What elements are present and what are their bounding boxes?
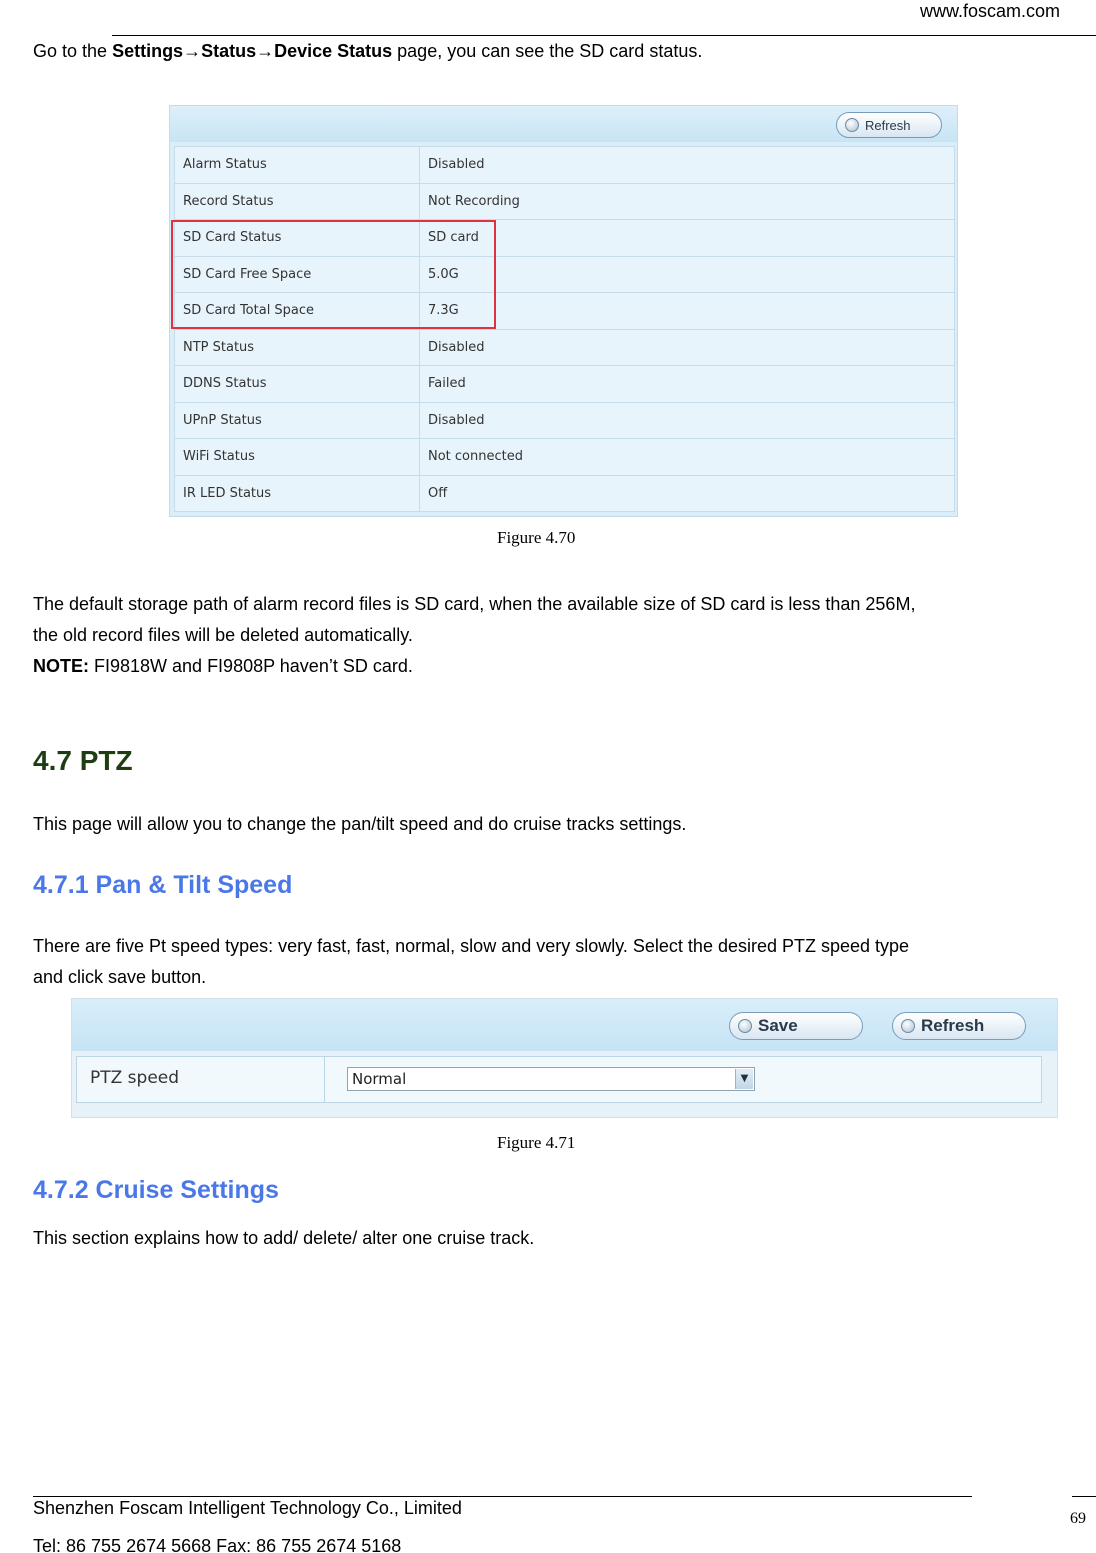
status-toolbar [170, 106, 957, 142]
table-row [175, 329, 955, 366]
page-number: 69 [1070, 1510, 1086, 1527]
refresh-label: Refresh [865, 117, 911, 133]
status-value: 7.3G [420, 293, 955, 330]
save-button[interactable] [729, 1012, 863, 1040]
status-key: SD Card Free Space [175, 256, 420, 293]
status-key: DDNS Status [175, 366, 420, 403]
header-url: www.foscam.com [919, 1, 1060, 21]
table-row [175, 402, 955, 439]
status-value: Failed [420, 366, 955, 403]
status-key: SD Card Total Space [175, 293, 420, 330]
status-key: WiFi Status [175, 439, 420, 476]
sd-card-highlight-box [171, 220, 496, 329]
path-status: Status [201, 41, 257, 61]
status-key: SD Card Status [175, 220, 420, 257]
header-divider [12, 35, 1096, 36]
note-label: NOTE: [33, 656, 89, 676]
footer-contact: Tel: 86 755 2674 5668 Fax: 86 755 2674 5168 [33, 1536, 402, 1553]
figure-caption: Figure 4.70 [497, 528, 576, 547]
refresh-icon [845, 118, 859, 132]
ptz-toolbar [72, 999, 1057, 1051]
note-text: FI9818W and FI9808P haven’t SD card. [89, 656, 413, 676]
save-label: Save [758, 1016, 798, 1035]
ptz-speed-row [76, 1056, 1042, 1103]
ptz-intro: This page will allow you to change the pan/tilt speed and do cruise tracks settings. [33, 814, 687, 834]
arrow-icon: → [183, 41, 202, 61]
status-value: Disabled [420, 147, 955, 184]
ptz-speed-select[interactable] [347, 1067, 755, 1091]
cruise-intro: This section explains how to add/ delete/ alter one cruise track. [33, 1228, 535, 1248]
status-value: Not connected [420, 439, 955, 476]
pan-tilt-line-1: There are five Pt speed types: very fast, fast, normal, slow and very slowly. Select the desired PTZ speed type [33, 936, 910, 956]
refresh-icon [901, 1019, 915, 1033]
refresh-label: Refresh [921, 1016, 985, 1035]
status-value: Off [420, 475, 955, 512]
refresh-button[interactable] [836, 112, 942, 138]
status-value: Disabled [420, 329, 955, 366]
status-key: IR LED Status [175, 475, 420, 512]
storage-line-1: The default storage path of alarm record files is SD card, when the available size of SD card is less than 256M, [33, 594, 916, 614]
section-heading-cruise: 4.7.2 Cruise Settings [33, 1176, 279, 1204]
save-icon [738, 1019, 752, 1033]
refresh-button[interactable] [892, 1012, 1026, 1040]
ptz-speed-panel [71, 998, 1058, 1118]
table-row [175, 183, 955, 220]
storage-line-2: the old record files will be deleted automatically. [33, 625, 413, 645]
ptz-speed-value: Normal [352, 1070, 407, 1088]
status-key: Record Status [175, 183, 420, 220]
table-row [175, 366, 955, 403]
table-row [175, 439, 955, 476]
intro-suffix: page, you can see the SD card status. [392, 41, 703, 61]
section-heading-ptz: 4.7 PTZ [33, 745, 133, 776]
chevron-down-icon[interactable]: ▼ [735, 1069, 753, 1089]
status-key: Alarm Status [175, 147, 420, 184]
figure-caption: Figure 4.71 [497, 1133, 576, 1152]
status-value: Disabled [420, 402, 955, 439]
status-value: 5.0G [420, 256, 955, 293]
path-device-status: Device Status [274, 41, 393, 61]
status-value: Not Recording [420, 183, 955, 220]
status-key: NTP Status [175, 329, 420, 366]
table-row [175, 475, 955, 512]
status-table [174, 146, 955, 512]
note-paragraph [33, 655, 413, 677]
table-row [175, 147, 955, 184]
pan-tilt-line-2: and click save button. [33, 967, 207, 987]
intro-prefix: Go to the [33, 41, 113, 61]
ptz-speed-label: PTZ speed [77, 1057, 325, 1102]
path-settings: Settings [112, 41, 184, 61]
intro-paragraph [33, 40, 702, 62]
section-heading-pan-tilt: 4.7.1 Pan & Tilt Speed [33, 871, 293, 899]
arrow-icon: → [256, 41, 275, 61]
footer-company: Shenzhen Foscam Intelligent Technology Co., Limited [33, 1498, 462, 1518]
status-key: UPnP Status [175, 402, 420, 439]
status-value: SD card [420, 220, 955, 257]
